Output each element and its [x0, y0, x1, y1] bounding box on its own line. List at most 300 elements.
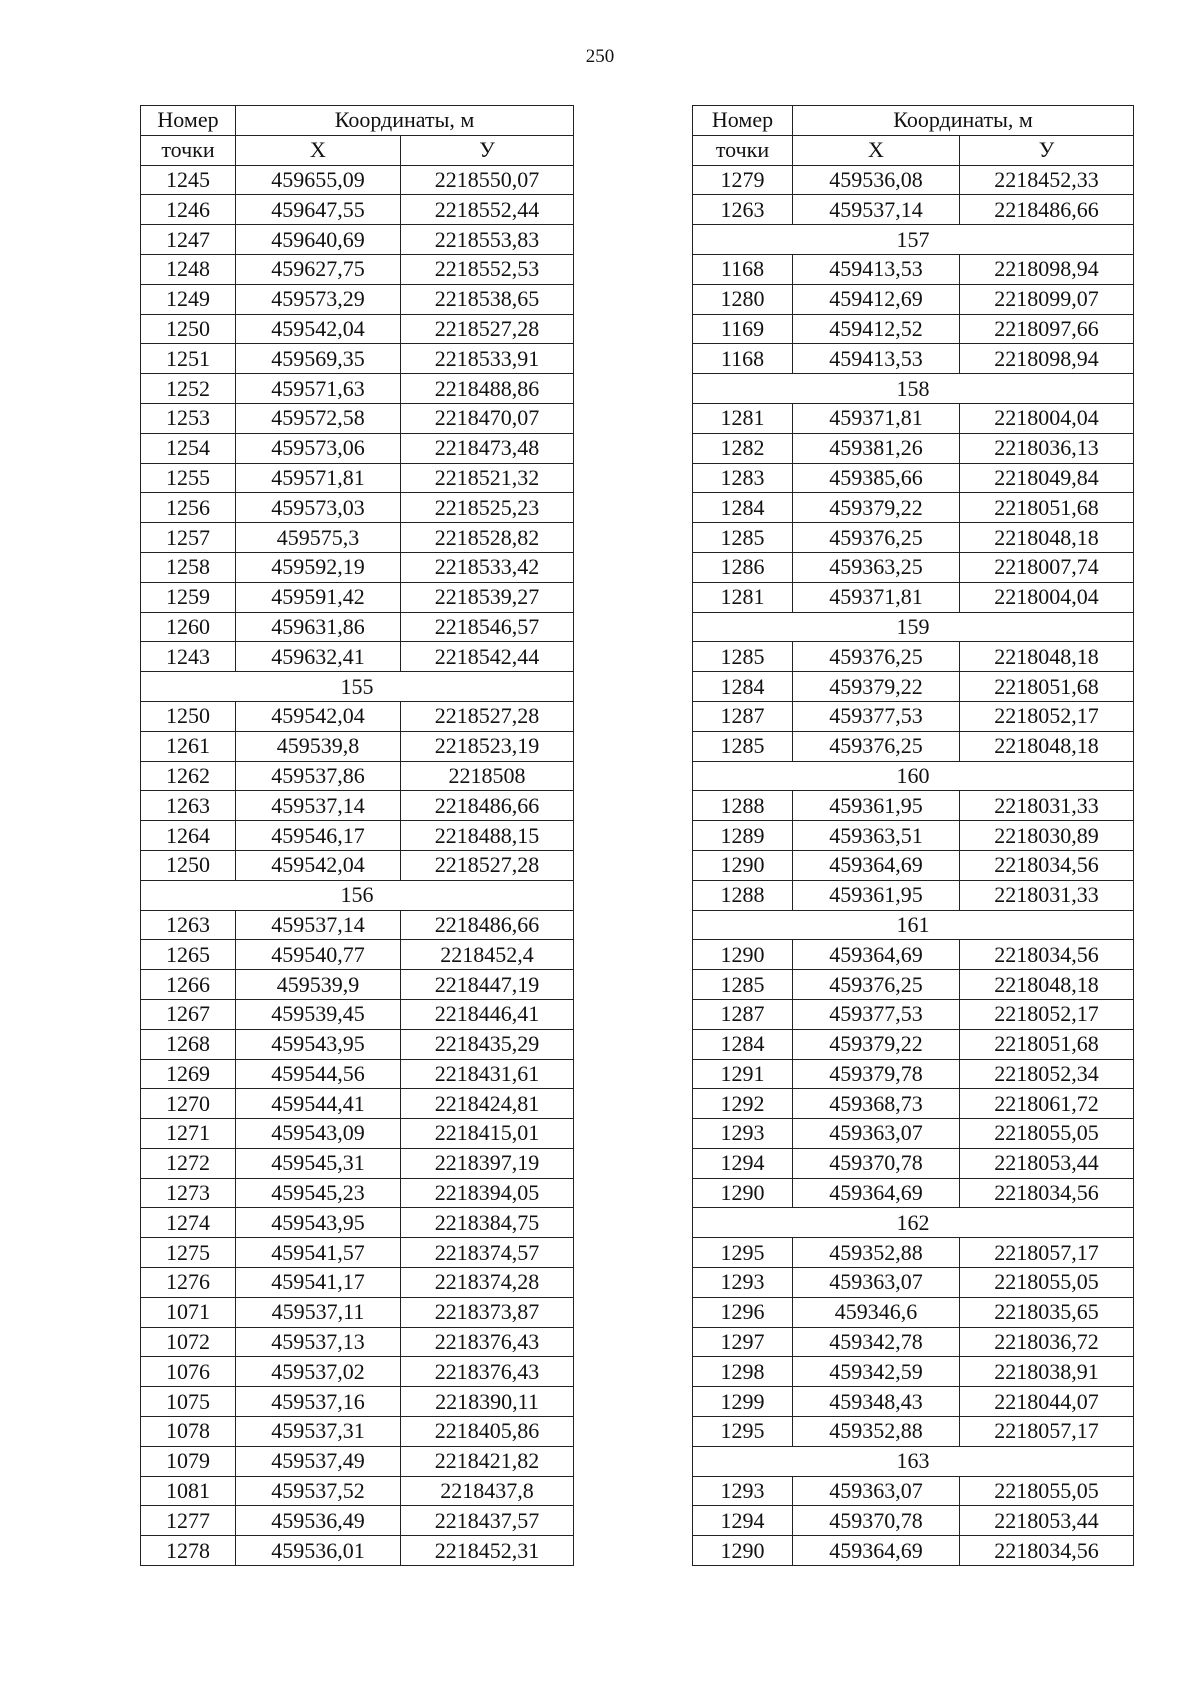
x-coordinate-cell: 459537,02: [236, 1357, 401, 1387]
y-coordinate-cell: 2218486,66: [401, 910, 574, 940]
y-coordinate-cell: 2218004,04: [960, 582, 1134, 612]
x-coordinate-cell: 459537,16: [236, 1387, 401, 1417]
y-coordinate-cell: 2218099,07: [960, 284, 1134, 314]
table-row: [141, 642, 574, 672]
x-coordinate-cell: 459537,14: [236, 910, 401, 940]
point-number-cell: 1274: [141, 1208, 236, 1238]
y-coordinate-cell: 2218397,19: [401, 1148, 574, 1178]
y-coordinate-cell: 2218437,57: [401, 1506, 574, 1536]
y-coordinate-cell: 2218486,66: [401, 791, 574, 821]
y-coordinate-cell: 2218546,57: [401, 612, 574, 642]
y-coordinate-cell: 2218048,18: [960, 970, 1134, 1000]
x-coordinate-cell: 459413,53: [793, 344, 960, 374]
table-row: [693, 940, 1134, 970]
y-coordinate-cell: 2218508: [401, 761, 574, 791]
table-row: [141, 523, 574, 553]
point-number-cell: 1078: [141, 1417, 236, 1447]
x-coordinate-cell: 459572,58: [236, 403, 401, 433]
y-coordinate-cell: 2218036,13: [960, 433, 1134, 463]
table-row: [693, 1387, 1134, 1417]
point-number-cell: 1285: [693, 642, 793, 672]
x-coordinate-cell: 459377,53: [793, 999, 960, 1029]
x-coordinate-cell: 459379,78: [793, 1059, 960, 1089]
y-coordinate-cell: 2218446,41: [401, 999, 574, 1029]
table-row: [141, 165, 574, 195]
point-number-cell: 1076: [141, 1357, 236, 1387]
x-coordinate-cell: 459575,3: [236, 523, 401, 553]
table-row: [141, 403, 574, 433]
point-number-cell: 1281: [693, 403, 793, 433]
point-number-cell: 1296: [693, 1297, 793, 1327]
table-row: [693, 314, 1134, 344]
table-row: [693, 1089, 1134, 1119]
x-coordinate-cell: 459363,07: [793, 1476, 960, 1506]
y-coordinate-cell: 2218550,07: [401, 165, 574, 195]
y-coordinate-cell: 2218098,94: [960, 344, 1134, 374]
y-coordinate-cell: 2218486,66: [960, 195, 1134, 225]
y-coordinate-cell: 2218376,43: [401, 1327, 574, 1357]
y-coordinate-cell: 2218533,91: [401, 344, 574, 374]
x-coordinate-cell: 459363,07: [793, 1268, 960, 1298]
section-number: 162: [693, 1208, 1134, 1238]
y-coordinate-cell: 2218390,11: [401, 1387, 574, 1417]
table-row: [141, 701, 574, 731]
point-number-cell: 1273: [141, 1178, 236, 1208]
point-number-cell: 1079: [141, 1446, 236, 1476]
point-number-header: Номер: [693, 106, 793, 136]
point-number-cell: 1293: [693, 1119, 793, 1149]
point-number-cell: 1261: [141, 731, 236, 761]
y-coordinate-cell: 2218035,65: [960, 1297, 1134, 1327]
y-coordinate-cell: 2218048,18: [960, 731, 1134, 761]
x-coordinate-cell: 459537,13: [236, 1327, 401, 1357]
y-coordinate-cell: 2218007,74: [960, 552, 1134, 582]
coordinates-header: Координаты, м: [236, 106, 574, 136]
y-column-header: У: [401, 135, 574, 165]
x-coordinate-cell: 459592,19: [236, 552, 401, 582]
x-coordinate-cell: 459363,07: [793, 1119, 960, 1149]
x-coordinate-cell: 459342,78: [793, 1327, 960, 1357]
x-coordinate-cell: 459537,31: [236, 1417, 401, 1447]
table-row: [693, 880, 1134, 910]
x-coordinate-cell: 459379,22: [793, 493, 960, 523]
table-row: [141, 1476, 574, 1506]
y-coordinate-cell: 2218031,33: [960, 791, 1134, 821]
x-coordinate-cell: 459542,04: [236, 701, 401, 731]
point-number-cell: 1277: [141, 1506, 236, 1536]
section-row: [693, 374, 1134, 404]
point-number-cell: 1290: [693, 850, 793, 880]
point-number-cell: 1169: [693, 314, 793, 344]
point-number-cell: 1081: [141, 1476, 236, 1506]
point-number-cell: 1284: [693, 1029, 793, 1059]
table-row: [141, 791, 574, 821]
table-row: [141, 821, 574, 851]
point-number-cell: 1246: [141, 195, 236, 225]
y-coordinate-cell: 2218053,44: [960, 1506, 1134, 1536]
y-coordinate-cell: 2218470,07: [401, 403, 574, 433]
point-number-cell: 1289: [693, 821, 793, 851]
point-number-cell: 1267: [141, 999, 236, 1029]
point-number-cell: 1295: [693, 1238, 793, 1268]
table-row: [693, 195, 1134, 225]
x-coordinate-cell: 459537,14: [236, 791, 401, 821]
point-number-cell: 1072: [141, 1327, 236, 1357]
point-number-cell: 1262: [141, 761, 236, 791]
table-row: [141, 1536, 574, 1566]
x-column-header: Х: [793, 135, 960, 165]
x-coordinate-cell: 459412,69: [793, 284, 960, 314]
table-row: [141, 1417, 574, 1447]
x-coordinate-cell: 459346,6: [793, 1297, 960, 1327]
x-coordinate-cell: 459368,73: [793, 1089, 960, 1119]
y-coordinate-cell: 2218415,01: [401, 1119, 574, 1149]
y-coordinate-cell: 2218488,86: [401, 374, 574, 404]
y-coordinate-cell: 2218542,44: [401, 642, 574, 672]
point-number-cell: 1255: [141, 463, 236, 493]
table-row: [693, 1536, 1134, 1566]
table-row: [693, 701, 1134, 731]
x-coordinate-cell: 459376,25: [793, 970, 960, 1000]
point-number-cell: 1256: [141, 493, 236, 523]
point-number-cell: 1243: [141, 642, 236, 672]
y-coordinate-cell: 2218527,28: [401, 850, 574, 880]
y-coordinate-cell: 2218452,31: [401, 1536, 574, 1566]
table-row: [693, 582, 1134, 612]
section-row: [693, 225, 1134, 255]
point-number-cell: 1268: [141, 1029, 236, 1059]
table-row: [141, 1238, 574, 1268]
y-coordinate-cell: 2218052,17: [960, 999, 1134, 1029]
point-number-cell: 1282: [693, 433, 793, 463]
y-coordinate-cell: 2218525,23: [401, 493, 574, 523]
table-row: [141, 195, 574, 225]
x-coordinate-cell: 459539,45: [236, 999, 401, 1029]
x-coordinate-cell: 459371,81: [793, 403, 960, 433]
y-coordinate-cell: 2218051,68: [960, 493, 1134, 523]
section-row: [141, 672, 574, 702]
x-coordinate-cell: 459536,08: [793, 165, 960, 195]
table-row: [141, 1029, 574, 1059]
table-row: [141, 433, 574, 463]
x-coordinate-cell: 459376,25: [793, 731, 960, 761]
page-number: 250: [585, 46, 615, 67]
x-coordinate-cell: 459541,57: [236, 1238, 401, 1268]
point-number-cell: 1250: [141, 701, 236, 731]
point-number-cell: 1280: [693, 284, 793, 314]
point-number-cell: 1285: [693, 523, 793, 553]
x-coordinate-cell: 459569,35: [236, 344, 401, 374]
table-row: [141, 731, 574, 761]
point-number-cell: 1294: [693, 1148, 793, 1178]
x-coordinate-cell: 459542,04: [236, 850, 401, 880]
x-coordinate-cell: 459379,22: [793, 1029, 960, 1059]
x-coordinate-cell: 459627,75: [236, 254, 401, 284]
table-row: [141, 374, 574, 404]
y-coordinate-cell: 2218055,05: [960, 1268, 1134, 1298]
x-coordinate-cell: 459544,56: [236, 1059, 401, 1089]
table-row: [693, 970, 1134, 1000]
point-number-cell: 1263: [141, 791, 236, 821]
x-coordinate-cell: 459542,04: [236, 314, 401, 344]
y-coordinate-cell: 2218031,33: [960, 880, 1134, 910]
x-coordinate-cell: 459647,55: [236, 195, 401, 225]
x-coordinate-cell: 459573,03: [236, 493, 401, 523]
table-row: [141, 1268, 574, 1298]
table-row: [141, 1446, 574, 1476]
y-coordinate-cell: 2218034,56: [960, 940, 1134, 970]
table-body: [693, 165, 1134, 1565]
x-column-header: Х: [236, 135, 401, 165]
section-row: [693, 1208, 1134, 1238]
y-coordinate-cell: 2218421,82: [401, 1446, 574, 1476]
point-number-cell: 1290: [693, 1178, 793, 1208]
x-coordinate-cell: 459543,09: [236, 1119, 401, 1149]
point-number-cell: 1295: [693, 1417, 793, 1447]
table-row: [693, 672, 1134, 702]
table-row: [141, 284, 574, 314]
coordinates-header: Координаты, м: [793, 106, 1134, 136]
table-row: [141, 999, 574, 1029]
x-coordinate-cell: 459537,11: [236, 1297, 401, 1327]
y-coordinate-cell: 2218538,65: [401, 284, 574, 314]
table-row: [141, 225, 574, 255]
y-coordinate-cell: 2218034,56: [960, 1536, 1134, 1566]
y-coordinate-cell: 2218552,53: [401, 254, 574, 284]
table-row: [141, 1208, 574, 1238]
y-coordinate-cell: 2218053,44: [960, 1148, 1134, 1178]
point-number-cell: 1168: [693, 344, 793, 374]
section-row: [693, 1446, 1134, 1476]
point-number-cell: 1253: [141, 403, 236, 433]
point-number-cell: 1297: [693, 1327, 793, 1357]
point-number-cell: 1285: [693, 731, 793, 761]
y-coordinate-cell: 2218523,19: [401, 731, 574, 761]
y-coordinate-cell: 2218447,19: [401, 970, 574, 1000]
y-coordinate-cell: 2218030,89: [960, 821, 1134, 851]
table-row: [693, 850, 1134, 880]
table-row: [693, 821, 1134, 851]
point-number-cell: 1287: [693, 701, 793, 731]
x-coordinate-cell: 459377,53: [793, 701, 960, 731]
coordinates-table-right: [692, 105, 1134, 1566]
y-coordinate-cell: 2218533,42: [401, 552, 574, 582]
x-coordinate-cell: 459539,9: [236, 970, 401, 1000]
x-coordinate-cell: 459371,81: [793, 582, 960, 612]
point-number-cell: 1248: [141, 254, 236, 284]
section-number: 157: [693, 225, 1134, 255]
y-coordinate-cell: 2218552,44: [401, 195, 574, 225]
y-coordinate-cell: 2218553,83: [401, 225, 574, 255]
y-coordinate-cell: 2218055,05: [960, 1119, 1134, 1149]
section-number: 161: [693, 910, 1134, 940]
x-coordinate-cell: 459546,17: [236, 821, 401, 851]
section-number: 163: [693, 1446, 1134, 1476]
table-row: [141, 493, 574, 523]
y-coordinate-cell: 2218061,72: [960, 1089, 1134, 1119]
table-row: [693, 1357, 1134, 1387]
point-number-header-line2: точки: [141, 135, 236, 165]
point-number-cell: 1284: [693, 672, 793, 702]
section-number: 158: [693, 374, 1134, 404]
table-row: [141, 1089, 574, 1119]
section-number: 155: [141, 672, 574, 702]
x-coordinate-cell: 459545,31: [236, 1148, 401, 1178]
point-number-cell: 1257: [141, 523, 236, 553]
x-coordinate-cell: 459364,69: [793, 850, 960, 880]
table-row: [141, 1327, 574, 1357]
table-row: [693, 284, 1134, 314]
point-number-cell: 1288: [693, 880, 793, 910]
point-number-cell: 1260: [141, 612, 236, 642]
table-row: [693, 1059, 1134, 1089]
point-number-cell: 1285: [693, 970, 793, 1000]
y-coordinate-cell: 2218051,68: [960, 1029, 1134, 1059]
point-number-cell: 1287: [693, 999, 793, 1029]
point-number-header: Номер: [141, 106, 236, 136]
x-coordinate-cell: 459348,43: [793, 1387, 960, 1417]
point-number-cell: 1252: [141, 374, 236, 404]
table-row: [693, 1327, 1134, 1357]
table-row: [141, 761, 574, 791]
section-row: [693, 910, 1134, 940]
table-row: [693, 344, 1134, 374]
x-coordinate-cell: 459640,69: [236, 225, 401, 255]
point-number-cell: 1288: [693, 791, 793, 821]
y-coordinate-cell: 2218036,72: [960, 1327, 1134, 1357]
point-number-cell: 1251: [141, 344, 236, 374]
y-coordinate-cell: 2218052,34: [960, 1059, 1134, 1089]
x-coordinate-cell: 459379,22: [793, 672, 960, 702]
table-row: [693, 493, 1134, 523]
section-row: [141, 880, 574, 910]
table-row: [141, 552, 574, 582]
point-number-cell: 1272: [141, 1148, 236, 1178]
y-coordinate-cell: 2218374,57: [401, 1238, 574, 1268]
point-number-cell: 1286: [693, 552, 793, 582]
y-coordinate-cell: 2218452,33: [960, 165, 1134, 195]
y-coordinate-cell: 2218052,17: [960, 701, 1134, 731]
point-number-cell: 1293: [693, 1476, 793, 1506]
y-coordinate-cell: 2218435,29: [401, 1029, 574, 1059]
y-coordinate-cell: 2218048,18: [960, 523, 1134, 553]
y-coordinate-cell: 2218044,07: [960, 1387, 1134, 1417]
x-coordinate-cell: 459541,17: [236, 1268, 401, 1298]
y-coordinate-cell: 2218424,81: [401, 1089, 574, 1119]
table-body: [141, 165, 574, 1565]
x-coordinate-cell: 459370,78: [793, 1148, 960, 1178]
table-row: [141, 463, 574, 493]
x-coordinate-cell: 459573,06: [236, 433, 401, 463]
section-number: 156: [141, 880, 574, 910]
table-row: [693, 731, 1134, 761]
x-coordinate-cell: 459536,49: [236, 1506, 401, 1536]
point-number-cell: 1250: [141, 850, 236, 880]
table-row: [693, 1297, 1134, 1327]
x-coordinate-cell: 459571,81: [236, 463, 401, 493]
y-coordinate-cell: 2218384,75: [401, 1208, 574, 1238]
point-number-cell: 1075: [141, 1387, 236, 1417]
y-coordinate-cell: 2218374,28: [401, 1268, 574, 1298]
x-coordinate-cell: 459544,41: [236, 1089, 401, 1119]
table-row: [141, 344, 574, 374]
x-coordinate-cell: 459385,66: [793, 463, 960, 493]
table-row: [693, 254, 1134, 284]
point-number-cell: 1298: [693, 1357, 793, 1387]
y-coordinate-cell: 2218488,15: [401, 821, 574, 851]
x-coordinate-cell: 459573,29: [236, 284, 401, 314]
x-coordinate-cell: 459381,26: [793, 433, 960, 463]
table-row: [693, 642, 1134, 672]
y-coordinate-cell: 2218527,28: [401, 701, 574, 731]
y-column-header: У: [960, 135, 1134, 165]
table-row: [141, 910, 574, 940]
point-number-cell: 1294: [693, 1506, 793, 1536]
x-coordinate-cell: 459631,86: [236, 612, 401, 642]
point-number-cell: 1271: [141, 1119, 236, 1149]
point-number-cell: 1263: [141, 910, 236, 940]
table-row: [141, 1297, 574, 1327]
point-number-cell: 1247: [141, 225, 236, 255]
point-number-cell: 1258: [141, 552, 236, 582]
x-coordinate-cell: 459352,88: [793, 1417, 960, 1447]
table-row: [693, 1506, 1134, 1536]
point-number-cell: 1276: [141, 1268, 236, 1298]
y-coordinate-cell: 2218373,87: [401, 1297, 574, 1327]
x-coordinate-cell: 459342,59: [793, 1357, 960, 1387]
point-number-cell: 1290: [693, 1536, 793, 1566]
table-row: [693, 999, 1134, 1029]
table-row: [141, 582, 574, 612]
point-number-cell: 1263: [693, 195, 793, 225]
point-number-cell: 1291: [693, 1059, 793, 1089]
x-coordinate-cell: 459376,25: [793, 642, 960, 672]
point-number-cell: 1284: [693, 493, 793, 523]
y-coordinate-cell: 2218097,66: [960, 314, 1134, 344]
x-coordinate-cell: 459537,14: [793, 195, 960, 225]
table-row: [693, 1178, 1134, 1208]
point-number-cell: 1293: [693, 1268, 793, 1298]
table-row: [141, 1506, 574, 1536]
point-number-cell: 1265: [141, 940, 236, 970]
table-row: [141, 314, 574, 344]
point-number-cell: 1071: [141, 1297, 236, 1327]
table-row: [693, 523, 1134, 553]
y-coordinate-cell: 2218528,82: [401, 523, 574, 553]
section-row: [693, 612, 1134, 642]
section-row: [693, 761, 1134, 791]
coordinates-table-left: [140, 105, 574, 1566]
y-coordinate-cell: 2218034,56: [960, 850, 1134, 880]
table-row: [141, 612, 574, 642]
point-number-cell: 1266: [141, 970, 236, 1000]
point-number-cell: 1290: [693, 940, 793, 970]
x-coordinate-cell: 459364,69: [793, 940, 960, 970]
table-row: [141, 970, 574, 1000]
y-coordinate-cell: 2218049,84: [960, 463, 1134, 493]
point-number-cell: 1269: [141, 1059, 236, 1089]
point-number-cell: 1254: [141, 433, 236, 463]
x-coordinate-cell: 459537,49: [236, 1446, 401, 1476]
table-row: [693, 433, 1134, 463]
y-coordinate-cell: 2218473,48: [401, 433, 574, 463]
x-coordinate-cell: 459632,41: [236, 642, 401, 672]
table-row: [693, 1148, 1134, 1178]
point-number-cell: 1275: [141, 1238, 236, 1268]
x-coordinate-cell: 459540,77: [236, 940, 401, 970]
x-coordinate-cell: 459545,23: [236, 1178, 401, 1208]
point-number-cell: 1279: [693, 165, 793, 195]
